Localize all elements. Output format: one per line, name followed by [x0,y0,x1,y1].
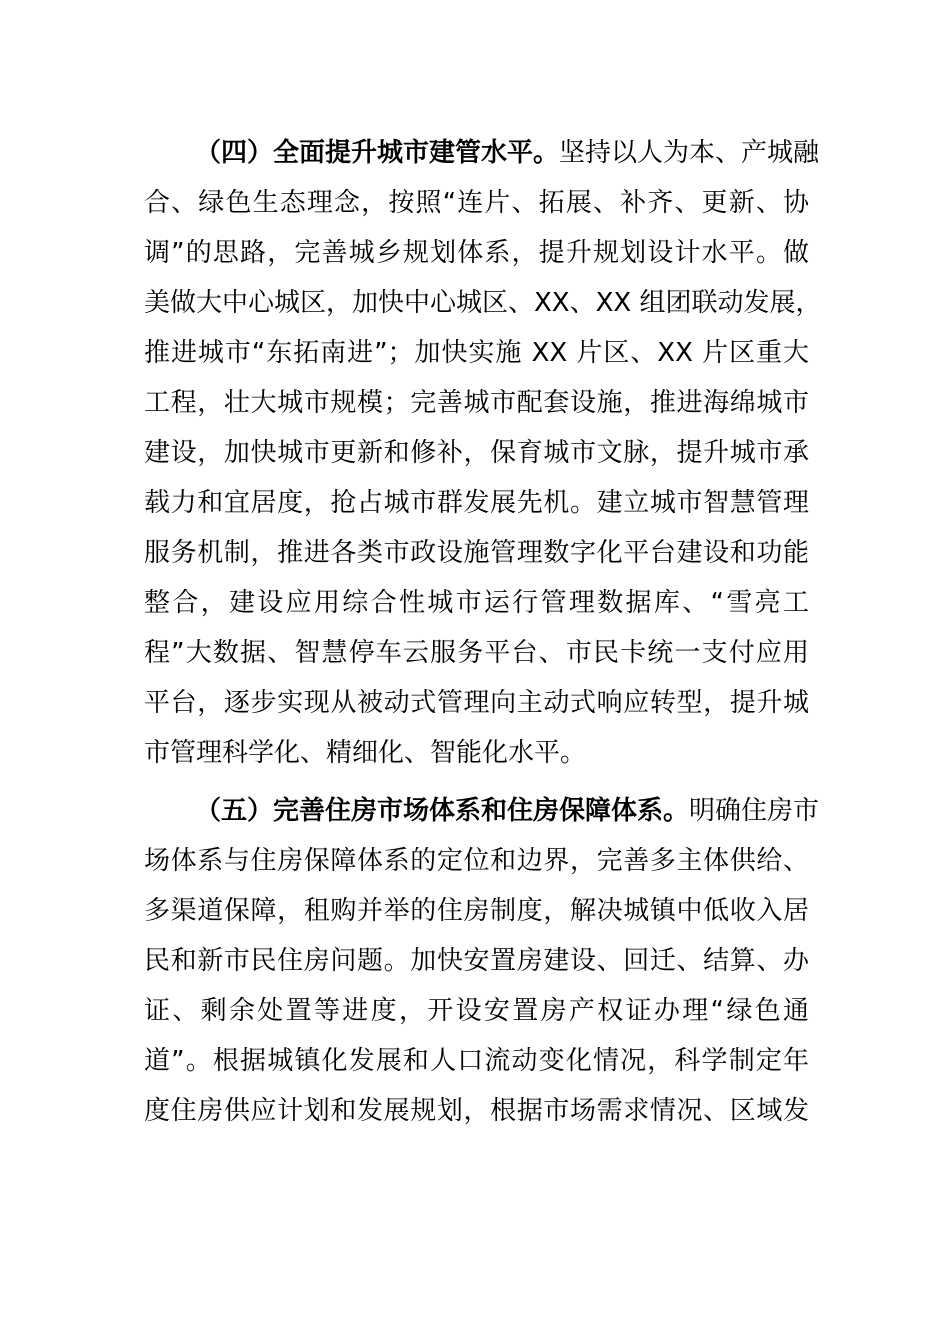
line-text: 坚持以人为本、产城融 [559,138,820,168]
paragraph-line [144,786,820,836]
paragraph-line: 建设，加快城市更新和修补，保育城市文脉，提升城市承 [144,438,809,468]
paragraph-5 [144,786,820,1136]
paragraph-line: 市管理科学化、精细化、智能化水平。 [144,738,587,768]
paragraph-line: 服务机制，推进各类市政设施管理数字化平台建设和功能 [144,538,809,568]
paragraph-line: 美做大中心城区，加快中心城区、XX、XX 组团联动发展， [144,288,822,318]
paragraph-line: 证、剩余处置等进度，开设安置房产权证办理“绿色通 [144,996,809,1026]
paragraph-line: 推进城市“东拓南进”；加快实施 XX 片区、XX 片区重大 [144,338,809,368]
paragraph-line: 载力和宜居度，抢占城市群发展先机。建立城市智慧管理 [144,488,809,518]
paragraph-line: 民和新市民住房问题。加快安置房建设、回迁、结算、办 [144,946,809,976]
paragraph-line: 度住房供应计划和发展规划，根据市场需求情况、区域发 [144,1096,809,1126]
paragraph-line: 调”的思路，完善城乡规划体系，提升规划设计水平。做 [144,238,809,268]
paragraph-line: 平台，逐步实现从被动式管理向主动式响应转型，提升城 [144,688,809,718]
paragraph-4 [144,128,822,778]
paragraph-line: 工程，壮大城市规模；完善城市配套设施，推进海绵城市 [144,388,809,418]
line-text: 明确住房市 [689,796,820,826]
paragraph-line: 场体系与住房保障体系的定位和边界，完善多主体供给、 [144,846,809,876]
paragraph-line: 程”大数据、智慧停车云服务平台、市民卡统一支付应用 [144,638,809,668]
paragraph-line: 多渠道保障，租购并举的住房制度，解决城镇中低收入居 [144,896,809,926]
section-heading: （四）全面提升城市建管水平。 [195,138,560,168]
paragraph-line: 合、绿色生态理念，按照“连片、拓展、补齐、更新、协 [144,188,809,218]
paragraph-line: 整合，建设应用综合性城市运行管理数据库、“雪亮工 [144,588,809,618]
paragraph-line: 道”。根据城镇化发展和人口流动变化情况，科学制定年 [144,1046,809,1076]
paragraph-line [144,128,820,178]
section-heading: （五）完善住房市场体系和住房保障体系。 [195,796,690,826]
